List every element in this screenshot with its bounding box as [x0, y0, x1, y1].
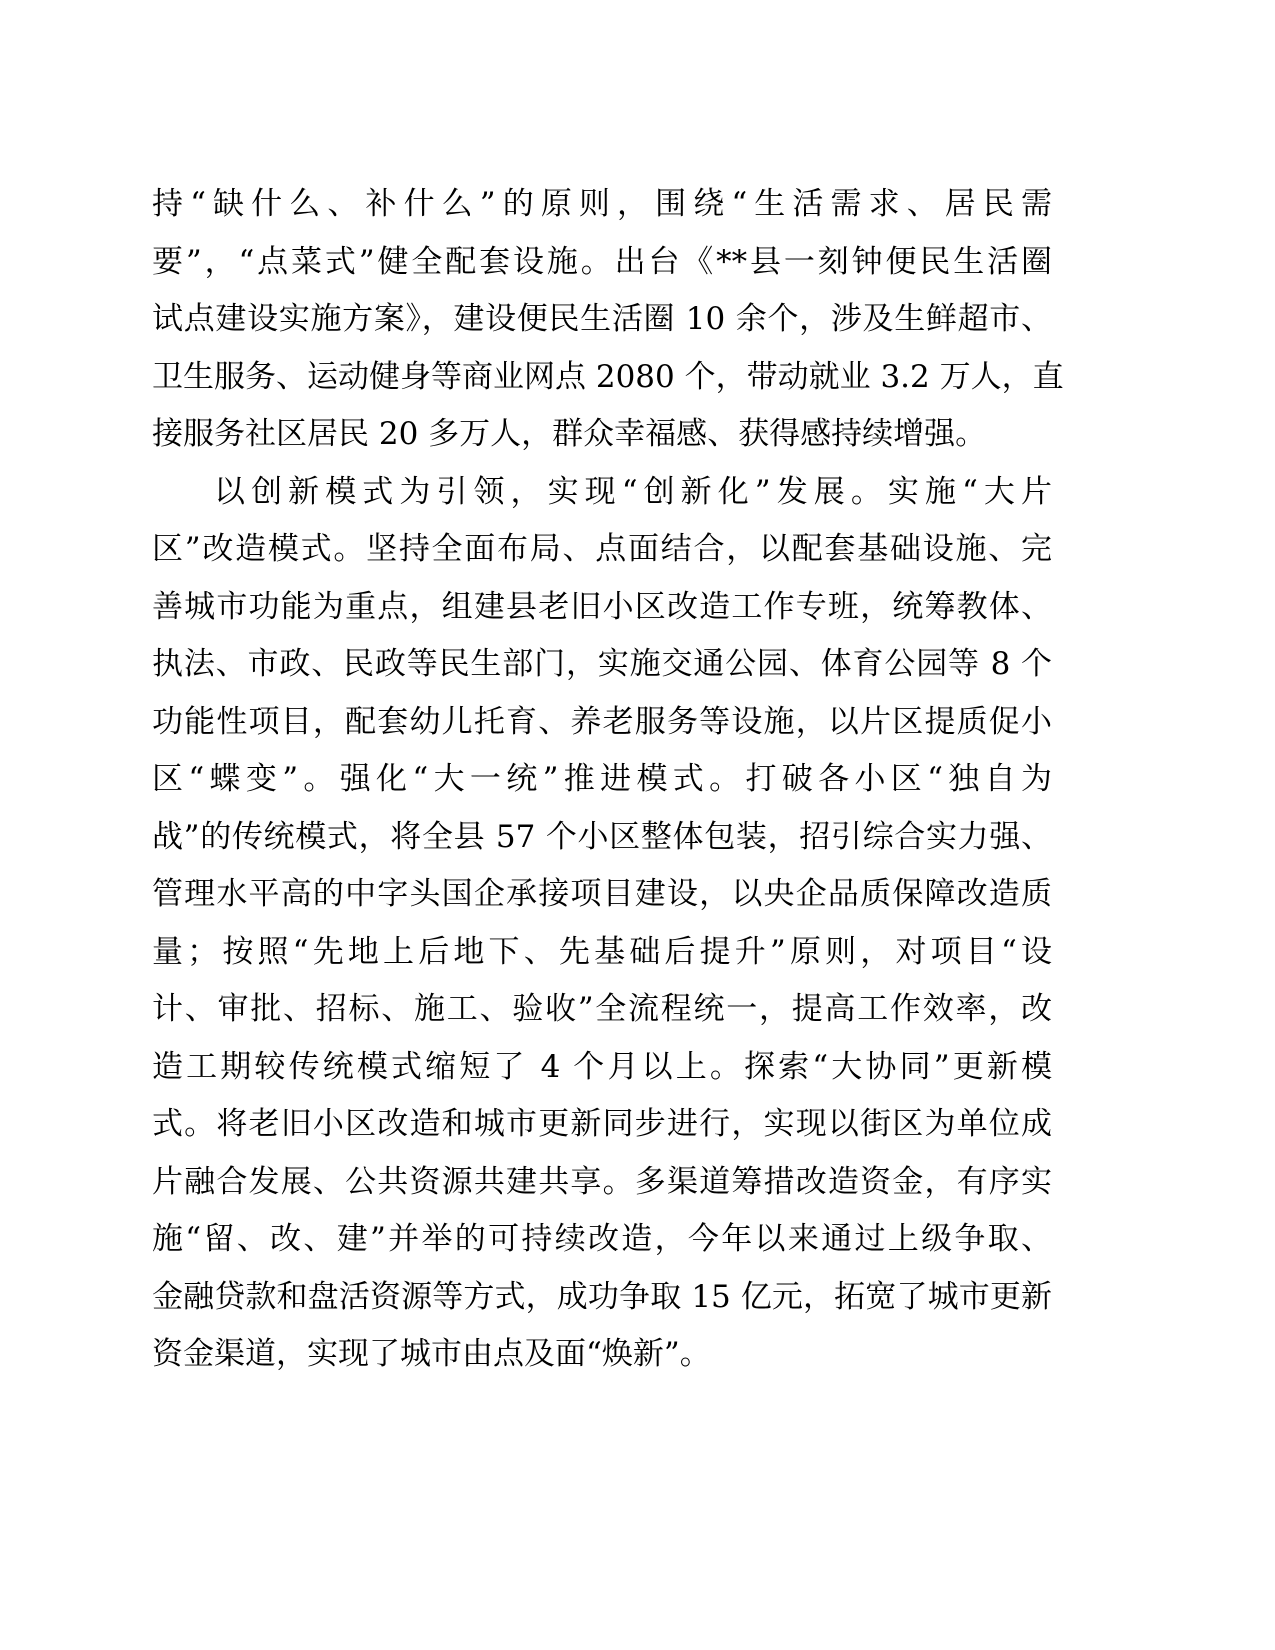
text-line: 造工期较传统模式缩短了 4 个月以上。探索“大协同”更新模 — [152, 1048, 1052, 1085]
text-line: 要”，“点菜式”健全配套设施。出台《**县一刻钟便民生活圈 — [152, 243, 1052, 280]
text-line: 量；按照“先地上后地下、先基础后提升”原则，对项目“设 — [152, 933, 1052, 970]
text-line: 功能性项目，配套幼儿托育、养老服务等设施，以片区提质促小 — [152, 703, 1052, 740]
text-line: 金融贷款和盘活资源等方式，成功争取 15 亿元，拓宽了城市更新 — [152, 1278, 1052, 1315]
text-line: 管理水平高的中字头国企承接项目建设，以央企品质保障改造质 — [152, 876, 1052, 912]
text-line: 施“留、改、建”并举的可持续改造，今年以来通过上级争取、 — [152, 1221, 1052, 1257]
text-line: 执法、市政、民政等民生部门，实施交通公园、体育公园等 8 个 — [152, 646, 1052, 682]
text-line: 区“蝶变”。强化“大一统”推进模式。打破各小区“独自为 — [152, 761, 1052, 797]
text-line: 片融合发展、公共资源共建共享。多渠道筹措改造资金，有序实 — [152, 1163, 1052, 1200]
text-line: 持“缺什么、补什么”的原则，围绕“生活需求、居民需 — [152, 186, 1052, 222]
text-line: 区”改造模式。坚持全面布局、点面结合，以配套基础设施、完 — [152, 531, 1052, 567]
text-line: 战”的传统模式，将全县 57 个小区整体包装，招引综合实力强、 — [152, 818, 1052, 855]
text-line: 资金渠道，实现了城市由点及面“焕新”。 — [152, 1336, 711, 1372]
text-line: 计、审批、招标、施工、验收”全流程统一，提高工作效率，改 — [152, 991, 1052, 1027]
text-line: 善城市功能为重点，组建县老旧小区改造工作专班，统筹教体、 — [152, 588, 1052, 625]
text-line: 接服务社区居民 20 多万人，群众幸福感、获得感持续增强。 — [152, 416, 987, 452]
paragraph-first-line: 以创新模式为引领，实现“创新化”发展。实施“大片 — [214, 473, 1052, 510]
body-text — [152, 176, 1064, 1384]
text-line: 卫生服务、运动健身等商业网点 2080 个，带动就业 3.2 万人，直 — [152, 358, 1064, 395]
text-line: 式。将老旧小区改造和城市更新同步进行，实现以街区为单位成 — [152, 1106, 1052, 1142]
text-line: 试点建设实施方案》，建设便民生活圈 10 余个，涉及生鲜超市、 — [152, 301, 1052, 337]
